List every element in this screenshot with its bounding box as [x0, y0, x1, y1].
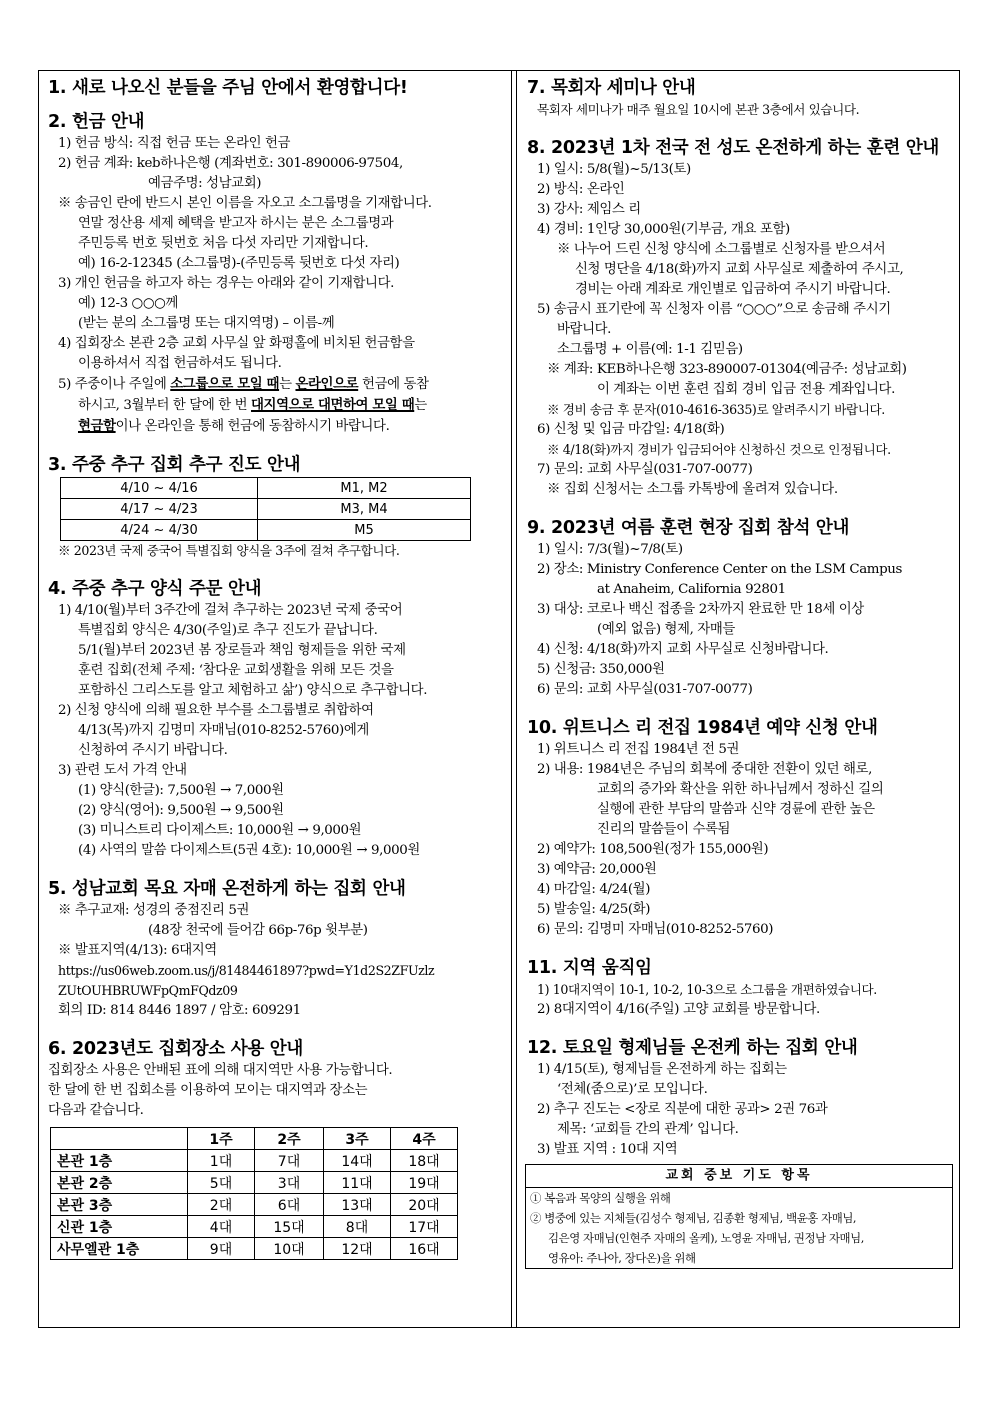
table-header-cell: 2주: [255, 1128, 324, 1150]
text-span: 헌금에 동참: [358, 377, 429, 392]
table-header-cell: 1주: [188, 1128, 255, 1150]
order-item-line: 포함하신 그리스도를 알고 체험하고 삶’) 양식으로 추구합니다.: [78, 683, 428, 698]
brothers-item-line: 제목: ‘교회들 간의 관계’ 입니다.: [557, 1122, 739, 1137]
offering-note: ※ 송금인 란에 반드시 본인 이름을 자오고 소그룹명을 기재합니다.: [58, 196, 432, 211]
section-12: [527, 1036, 955, 1160]
order-item: 2) 신청 양식에 의해 필요한 부수를 소그룹별로 취합하여: [58, 703, 374, 718]
meeting-id: 회의 ID: 814 8446 1897 / 암호: 609291: [58, 1003, 301, 1018]
table-cell: 6대: [255, 1194, 324, 1216]
zoom-link-cont[interactable]: ZUtOUHBRUWFpQmFQdz09: [58, 983, 238, 998]
table-header-cell: 4주: [391, 1128, 458, 1150]
prayer-item: ① 복음과 목양의 실행을 위해: [530, 1191, 671, 1205]
prayer-item: ② 병중에 있는 지체들(김성수 형제님, 김종환 형제님, 백윤홍 자매님,: [530, 1211, 857, 1225]
offering-note-line: 주민등록 번호 뒷번호 처음 다섯 자리만 기재합니다.: [78, 236, 369, 251]
training-item: 4) 경비: 1인당 30,000원(기부금, 개요 포함): [537, 222, 790, 237]
training-item-line: 바랍니다.: [557, 322, 611, 337]
offering-box-line: 이용하셔서 직접 헌금하셔도 됩니다.: [78, 356, 282, 371]
table-cell: 5대: [188, 1172, 255, 1194]
section-9-title: 9. 2023년 여름 훈련 현장 집회 참석 안내: [527, 518, 850, 538]
training-item: 3) 강사: 제임스 리: [537, 202, 641, 217]
seminar-info: 목회자 세미나가 매주 월요일 10시에 본관 3층에서 있습니다.: [537, 102, 860, 117]
venue-intro: 한 달에 한 번 집회소를 이용하여 모이는 대지역과 장소는: [48, 1083, 368, 1098]
table-cell: 15대: [255, 1216, 324, 1238]
order-item: 3) 관련 도서 가격 안내: [58, 763, 187, 778]
table-cell: 9대: [188, 1238, 255, 1260]
table-cell: 20대: [391, 1194, 458, 1216]
summer-item-line: (예외 없음) 형제, 자매들: [597, 622, 735, 637]
collection-item-line: 실행에 관한 부담의 말씀과 신약 경륜에 관한 높은: [597, 802, 875, 817]
table-cell: M3, M4: [258, 499, 471, 520]
section-10: [527, 716, 955, 940]
emphasis-text: 현금함: [78, 418, 116, 434]
summer-item: 1) 일시: 7/3(월)~7/8(토): [537, 542, 683, 557]
section-3: [48, 453, 488, 561]
table-cell: 16대: [391, 1238, 458, 1260]
table-row: [51, 1194, 458, 1216]
order-item-line: 훈련 집회(전체 주제: ‘참다운 교회생활을 위해 모든 것을: [78, 663, 394, 678]
price-item: (1) 양식(한글): 7,500원 → 7,000원: [78, 783, 284, 798]
table-row: [51, 1238, 458, 1260]
table-cell: 1대: [188, 1150, 255, 1172]
table-cell: 19대: [391, 1172, 458, 1194]
summer-item: 3) 대상: 코로나 백신 접종을 2차까지 완료한 만 18세 이상: [537, 602, 864, 617]
section-2-title: 2. 헌금 안내: [48, 112, 145, 132]
section-6-title: 6. 2023년도 집회장소 사용 안내: [48, 1039, 303, 1059]
training-form-note: ※ 집회 신청서는 소그룹 카톡방에 올려져 있습니다.: [547, 482, 838, 497]
region-item: 1) 10대지역이 10-1, 10-2, 10-3으로 소그룹을 개편하였습니다.: [537, 982, 877, 997]
collection-item: 2) 내용: 1984년은 주님의 회복에 중대한 전환이 있던 해로,: [537, 762, 872, 777]
collection-item: 5) 발송일: 4/25(화): [537, 902, 651, 917]
text-span: 는: [279, 377, 296, 392]
training-sms-note: ※ 경비 송금 후 문자(010-4616-3635)로 알려주시기 바랍니다.: [547, 402, 885, 417]
left-column: [48, 76, 488, 1260]
brothers-item: 2) 추구 진도는 <장로 직분에 대한 공과> 2권 76과: [537, 1102, 828, 1117]
brothers-item: 1) 4/15(토), 형제님들 온전하게 하는 집회는: [537, 1062, 787, 1077]
table-cell: 14대: [324, 1150, 391, 1172]
table-row: [51, 1150, 458, 1172]
section-8: [527, 136, 955, 500]
table-cell: 3대: [255, 1172, 324, 1194]
training-item-line: 소그룹명 + 이름(예: 1-1 김믿음): [557, 342, 743, 357]
training-item: 2) 방식: 온라인: [537, 182, 625, 197]
table-cell: 8대: [324, 1216, 391, 1238]
summer-item-line: at Anaheim, California 92801: [597, 582, 786, 597]
table-cell: 4대: [188, 1216, 255, 1238]
table-cell: 사무엘관 1층: [51, 1238, 188, 1260]
summer-item: 6) 문의: 교회 사무실(031-707-0077): [537, 682, 753, 697]
personal-offering: 3) 개인 헌금을 하고자 하는 경우는 아래와 같이 기재합니다.: [58, 276, 394, 291]
table-cell: 본관 1층: [51, 1150, 188, 1172]
collection-item: 6) 문의: 김명미 자매님(010-8252-5760): [537, 922, 774, 937]
text-span: 하시고, 3월부터 한 달에 한 번: [78, 398, 252, 413]
section-5: [48, 877, 488, 1021]
summer-item: 5) 신청금: 350,000원: [537, 662, 665, 677]
offering-rule: [48, 374, 488, 395]
offering-note-line: 연말 정산용 세제 혜택을 받고자 하시는 분은 소그룹명과: [78, 216, 394, 231]
text-span: 는: [414, 398, 427, 413]
price-item: (3) 미니스트리 다이제스트: 10,000원 → 9,000원: [78, 823, 362, 838]
table-cell: 11대: [324, 1172, 391, 1194]
section-5-title: 5. 성남교회 목요 자매 온전하게 하는 집회 안내: [48, 879, 406, 899]
offering-account: 2) 헌금 계좌: keb하나은행 (계좌번호: 301-890006-97504,: [58, 156, 403, 171]
table-cell: M1, M2: [258, 478, 471, 499]
training-note: ※ 나누어 드린 신청 양식에 소그룹별로 신청자를 받으셔서: [557, 242, 886, 257]
brothers-item: 3) 발표 지역 : 10대 지역: [537, 1142, 678, 1157]
order-item-line: 4/13(목)까지 김명미 자매님(010-8252-5760)에게: [78, 723, 369, 738]
training-account: ※ 계좌: KEB하나은행 323-890007-01304(예금주: 성남교회): [547, 362, 907, 377]
offering-box: 4) 집회장소 본관 2층 교회 사무실 앞 화평홀에 비치된 헌금함을: [58, 336, 415, 351]
table-header-cell: [51, 1128, 188, 1150]
presenting-region: ※ 발표지역(4/13): 6대지역: [58, 943, 217, 958]
table-cell: 10대: [255, 1238, 324, 1260]
prayer-item-line: 김은영 자매님(인현주 자매의 올케), 노영윤 자매님, 권정남 자매님,: [548, 1231, 864, 1245]
personal-offering-format: (받는 분의 소그룹명 또는 대지역명) – 이름-께: [78, 316, 335, 331]
emphasis-text: 온라인으로: [295, 376, 359, 392]
table-row: [61, 520, 471, 541]
offering-method: 1) 헌금 방식: 직접 헌금 또는 온라인 헌금: [58, 136, 291, 151]
collection-item-line: 교회의 증가와 확산을 위한 하나님께서 정하신 길의: [597, 782, 884, 797]
order-item: 1) 4/10(월)부터 3주간에 걸쳐 추구하는 2023년 국제 중국어: [58, 603, 403, 618]
table-cell: 4/17 ~ 4/23: [61, 499, 258, 520]
section-9: [527, 516, 955, 700]
offering-account-holder: 예금주명: 성남교회): [148, 176, 262, 191]
prayer-item-line: 영유아: 주나아, 장다온)을 위해: [548, 1251, 696, 1265]
offering-note-example: 예) 16-2-12345 (소그룹명)-(주민등록 뒷번호 다섯 자리): [78, 256, 400, 271]
table-cell: 4/24 ~ 4/30: [61, 520, 258, 541]
table-cell: 4/10 ~ 4/16: [61, 478, 258, 499]
section-4: [48, 577, 488, 861]
table-header-row: [51, 1128, 458, 1150]
venue-intro: 다음과 같습니다.: [48, 1103, 144, 1118]
prayer-box: [525, 1164, 953, 1269]
venue-intro: 집회장소 사용은 안배된 표에 의해 대지역만 사용 가능합니다.: [48, 1063, 393, 1078]
section-1-title: 1. 새로 나오신 분들을 주님 안에서 환영합니다!: [48, 78, 408, 98]
section-7-title: 7. 목회자 세미나 안내: [527, 78, 696, 98]
collection-item: 2) 예약가: 108,500원(정가 155,000원): [537, 842, 769, 857]
progress-table: [60, 477, 471, 541]
brothers-item-line: ‘전체(줌으로)’로 모입니다.: [557, 1082, 708, 1097]
personal-offering-example: 예) 12-3 ○○○께: [78, 296, 178, 311]
table-cell: 본관 3층: [51, 1194, 188, 1216]
offering-rule-line: [48, 395, 488, 416]
table-row: [61, 499, 471, 520]
training-item: 6) 신청 및 입금 마감일: 4/18(화): [537, 422, 725, 437]
table-cell: 2대: [188, 1194, 255, 1216]
table-row: [61, 478, 471, 499]
progress-note: ※ 2023년 국제 중국어 특별집회 양식을 3주에 걸쳐 추구합니다.: [58, 543, 400, 558]
summer-item: 2) 장소: Ministry Conference Center on the LSM Campus: [537, 562, 902, 577]
section-2: [48, 110, 488, 437]
table-cell: 17대: [391, 1216, 458, 1238]
collection-item: 3) 예약금: 20,000원: [537, 862, 657, 877]
text-span: 5) 주중이나 주일에: [58, 377, 171, 392]
section-3-title: 3. 주중 추구 집회 추구 진도 안내: [48, 455, 301, 475]
emphasis-text: 대지역으로 대면하여 모일 때: [251, 397, 415, 413]
collection-item: 1) 위트니스 리 전집 1984년 전 5권: [537, 742, 740, 757]
study-material: ※ 추구교재: 성경의 중점진리 5권: [58, 903, 250, 918]
study-material-detail: (48장 천국에 들어감 66p-76p 윗부분): [148, 923, 368, 938]
summer-item: 4) 신청: 4/18(화)까지 교회 사무실로 신청바랍니다.: [537, 642, 829, 657]
order-item-line: 특별집회 양식은 4/30(주일)로 추구 진도가 끝납니다.: [78, 623, 378, 638]
table-cell: 7대: [255, 1150, 324, 1172]
emphasis-text: 소그룹으로 모일 때: [170, 376, 280, 392]
order-item-line: 5/1(월)부터 2023년 봄 장로들과 책임 형제들을 위한 국제: [78, 643, 406, 658]
venue-schedule-table: [50, 1127, 458, 1260]
training-deadline-note: ※ 4/18(화)까지 경비가 입금되어야 신청하신 것으로 인정됩니다.: [547, 442, 891, 457]
table-header-cell: 3주: [324, 1128, 391, 1150]
column-divider: [511, 70, 517, 1328]
training-note-line: 경비는 아래 계좌로 개인별로 입금하여 주시기 바랍니다.: [575, 282, 891, 297]
table-cell: 13대: [324, 1194, 391, 1216]
collection-item-line: 진리의 말씀들이 수록됨: [597, 822, 731, 837]
training-account-note: 이 계좌는 이번 훈련 집회 경비 입금 전용 계좌입니다.: [597, 382, 895, 397]
price-item: (4) 사역의 말씀 다이제스트(5권 4호): 10,000원 → 9,000원: [78, 843, 420, 858]
text-span: 이나 온라인을 통해 헌금에 동참하시기 바랍니다.: [115, 419, 390, 434]
training-item: 1) 일시: 5/8(월)~5/13(토): [537, 162, 691, 177]
table-cell: M5: [258, 520, 471, 541]
training-item: 5) 송금시 표기란에 꼭 신청자 이름 “○○○”으로 송금해 주시기: [537, 302, 891, 317]
table-cell: 12대: [324, 1238, 391, 1260]
price-item: (2) 양식(영어): 9,500원 → 9,500원: [78, 803, 284, 818]
training-item: 7) 문의: 교회 사무실(031-707-0077): [537, 462, 753, 477]
section-7: [527, 76, 955, 120]
table-row: [51, 1216, 458, 1238]
zoom-link[interactable]: https://us06web.zoom.us/j/81484461897?pwd=Y1d2S2ZFUzlz: [58, 963, 435, 978]
table-cell: 본관 2층: [51, 1172, 188, 1194]
section-11: [527, 956, 955, 1020]
training-note-line: 신청 명단을 4/18(화)까지 교회 사무실로 제출하여 주시고,: [575, 262, 904, 277]
region-item: 2) 8대지역이 4/16(주일) 고양 교회를 방문합니다.: [537, 1002, 820, 1017]
section-11-title: 11. 지역 움직임: [527, 958, 652, 978]
prayer-title: 교회 중보 기도 항목: [526, 1165, 952, 1188]
section-8-title: 8. 2023년 1차 전국 전 성도 온전하게 하는 훈련 안내: [527, 138, 940, 158]
section-10-title: 10. 위트니스 리 전집 1984년 예약 신청 안내: [527, 718, 878, 738]
section-12-title: 12. 토요일 형제님들 온전케 하는 집회 안내: [527, 1038, 858, 1058]
offering-rule-line: [48, 416, 488, 437]
table-cell: 18대: [391, 1150, 458, 1172]
section-4-title: 4. 주중 추구 양식 주문 안내: [48, 579, 262, 599]
table-cell: 신관 1층: [51, 1216, 188, 1238]
section-6: [48, 1037, 488, 1260]
right-column: [527, 76, 955, 1269]
table-row: [51, 1172, 458, 1194]
collection-item: 4) 마감일: 4/24(월): [537, 882, 651, 897]
order-item-line: 신청하여 주시기 바랍니다.: [78, 743, 228, 758]
